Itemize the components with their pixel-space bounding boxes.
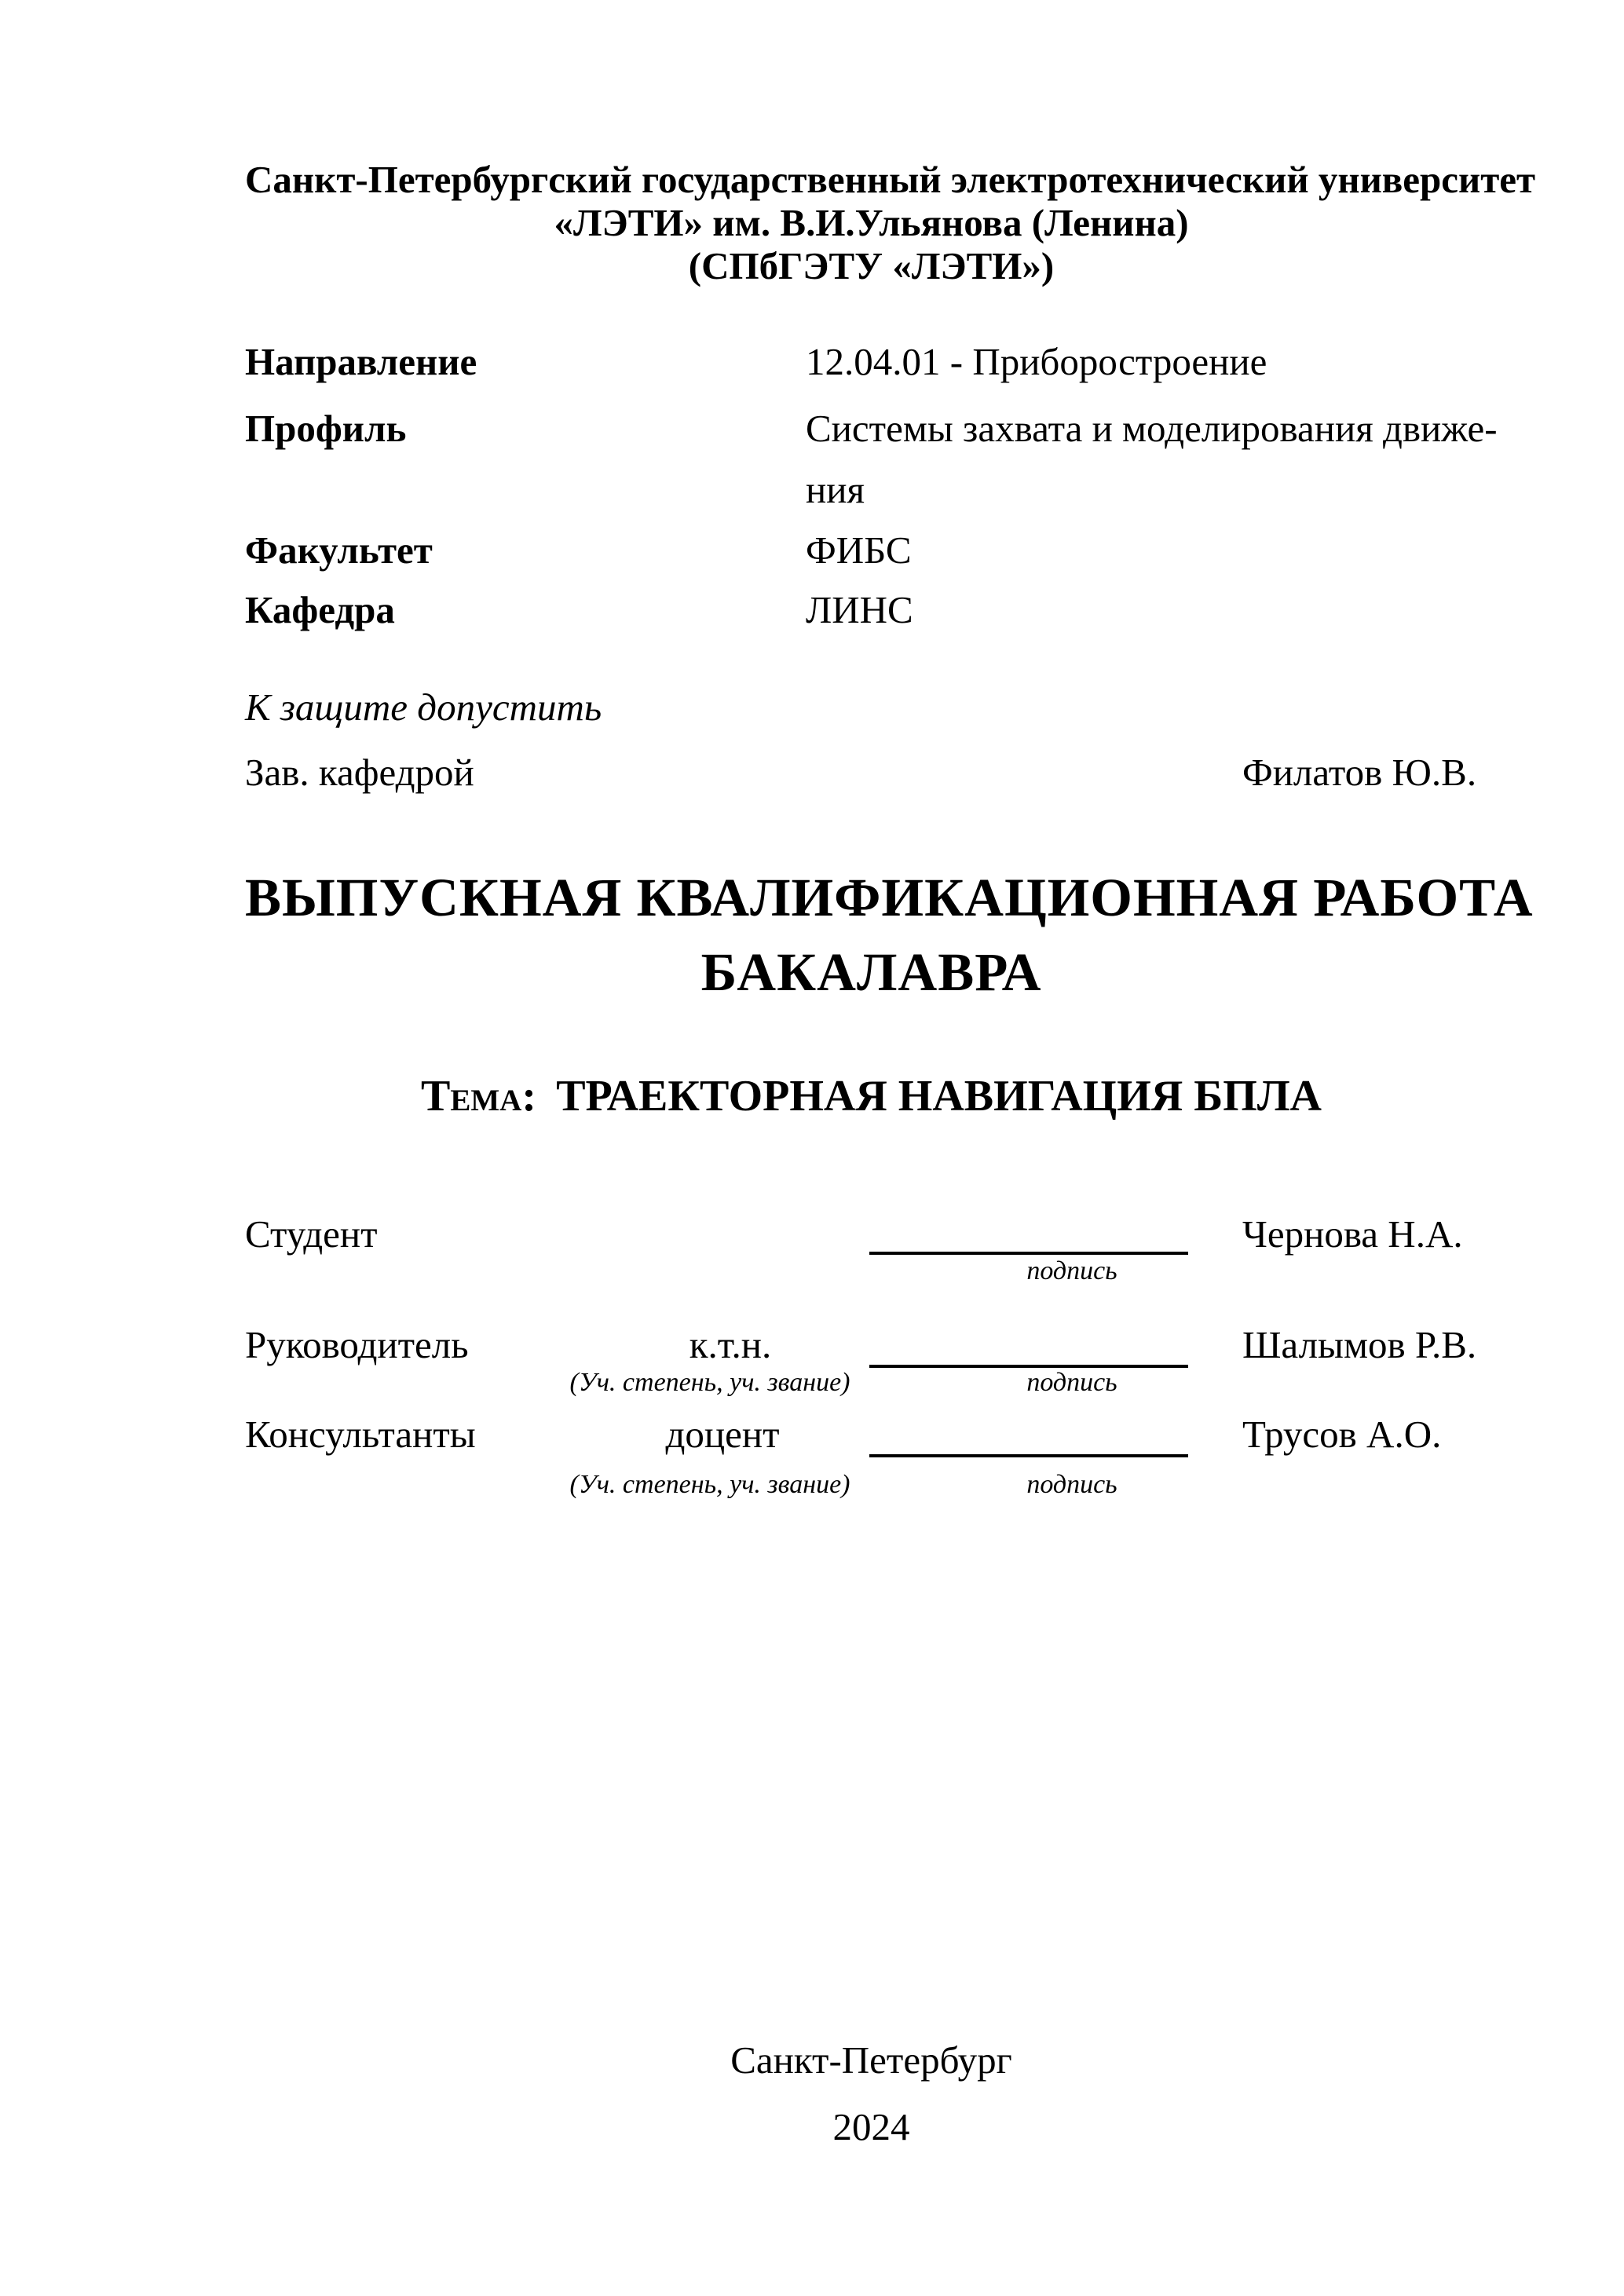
degree-caption-supervisor: (Уч. степень, уч. звание) <box>569 1368 850 1397</box>
year-line: 2024 <box>832 2105 910 2148</box>
thesis-title-line1: ВЫПУСКНАЯ КВАЛИФИКАЦИОННАЯ РАБОТА <box>245 868 1534 927</box>
university-abbreviation: (СПбГЭТУ «ЛЭТИ») <box>688 244 1055 287</box>
field-value-profile-line2: ния <box>806 468 865 511</box>
signature-caption-consultants: подпись <box>1026 1470 1117 1499</box>
signature-role-student: Студент <box>245 1212 378 1256</box>
field-value-faculty: ФИБС <box>806 528 912 572</box>
field-value-department: ЛИНС <box>806 588 913 631</box>
field-label-profile: Профиль <box>245 407 407 450</box>
field-value-direction: 12.04.01 - Приборостроение <box>806 340 1267 383</box>
signature-caption-supervisor: подпись <box>1026 1368 1117 1397</box>
university-name-line2: «ЛЭТИ» им. В.И.Ульянова (Ленина) <box>554 201 1189 244</box>
thesis-title-line2: БАКАЛАВРА <box>700 942 1042 1002</box>
department-head-label: Зав. кафедрой <box>245 751 474 794</box>
signature-degree-supervisor: к.т.н. <box>689 1323 772 1366</box>
signature-line-consultants <box>869 1454 1188 1457</box>
field-label-direction: Направление <box>245 340 477 383</box>
thesis-theme-line <box>245 1072 1498 1121</box>
signature-line-student <box>869 1252 1188 1255</box>
signature-name-consultants: Трусов А.О. <box>1242 1413 1442 1456</box>
thesis-theme-label: Тема: <box>421 1072 536 1121</box>
university-name-line1: Санкт-Петербургский государственный электротехнический университет <box>245 158 1536 201</box>
signature-degree-consultants: доцент <box>665 1413 780 1456</box>
signature-role-supervisor: Руководитель <box>245 1323 469 1366</box>
department-head-name: Филатов Ю.В. <box>1242 751 1477 794</box>
signature-role-consultants: Консультанты <box>245 1413 476 1456</box>
signature-name-student: Чернова Н.А. <box>1242 1212 1463 1256</box>
thesis-theme-text: ТРАЕКТОРНАЯ НАВИГАЦИЯ БПЛА <box>556 1072 1322 1121</box>
signature-name-supervisor: Шалымов Р.В. <box>1242 1323 1477 1366</box>
permit-to-defense-line: К защите допустить <box>245 686 602 729</box>
signature-caption-student: подпись <box>1026 1256 1117 1285</box>
city-line: Санкт-Петербург <box>730 2038 1012 2082</box>
field-label-faculty: Факультет <box>245 528 433 572</box>
degree-caption-consultants: (Уч. степень, уч. звание) <box>569 1470 850 1499</box>
field-label-department: Кафедра <box>245 588 395 631</box>
field-value-profile-line1: Системы захвата и моделирования движе- <box>806 407 1498 450</box>
